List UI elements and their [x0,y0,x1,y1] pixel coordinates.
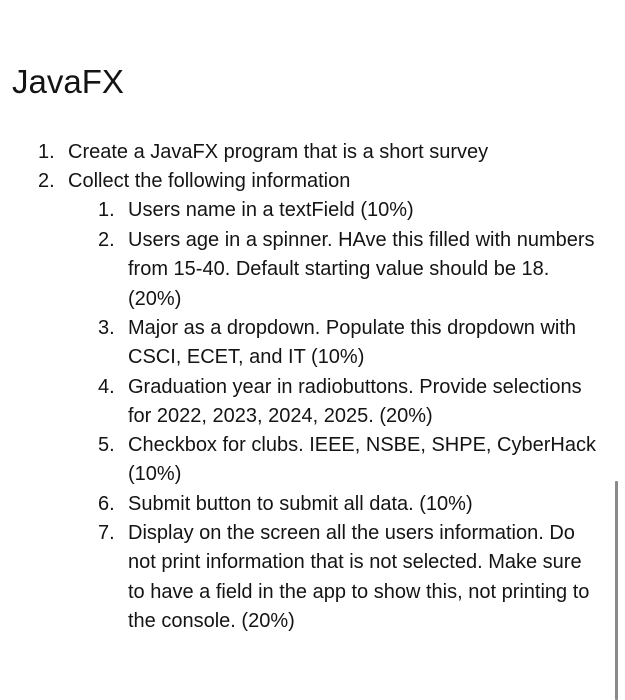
list-number: 2. [38,170,55,192]
list-text: Graduation year in radiobuttons. Provide selections for 2022, 2023, 2024, 2025. (20%) [128,376,582,428]
list-text: Create a JavaFX program that is a short survey [68,141,489,163]
list-number: 1. [38,141,55,163]
list-number: 5. [98,434,115,456]
list-number: 2. [98,229,115,251]
list-text: Display on the screen all the users information. Do not print information that is not selected. Make sure to have a field in the app to show this, not printing to the console. (20%) [128,522,590,632]
sub-list-item [98,314,598,373]
list-number: 6. [98,493,115,515]
list-number: 1. [98,199,115,221]
list-text: Checkbox for clubs. IEEE, NSBE, SHPE, CyberHack (10%) [128,434,596,486]
page-title: JavaFX [12,63,124,100]
list-text: Users name in a textField (10%) [128,199,414,221]
list-number: 4. [98,376,115,398]
list-text: Users age in a spinner. HAve this filled with numbers from 15-40. Default starting value should be 18. (20%) [128,229,595,310]
list-item [38,167,598,196]
list-text: Collect the following information [68,170,351,192]
sub-list-item [98,490,598,519]
list-number: 7. [98,522,115,544]
scrollbar[interactable] [615,481,618,700]
sub-list-item [98,373,598,432]
sub-list-item [98,226,598,314]
list-number: 3. [98,317,115,339]
sub-list-item [98,196,598,225]
list-item [38,138,598,167]
list-text: Submit button to submit all data. (10%) [128,493,473,515]
sub-list-item [98,431,598,490]
list-text: Major as a dropdown. Populate this dropdown with CSCI, ECET, and IT (10%) [128,317,577,369]
sub-list-item [98,519,598,636]
